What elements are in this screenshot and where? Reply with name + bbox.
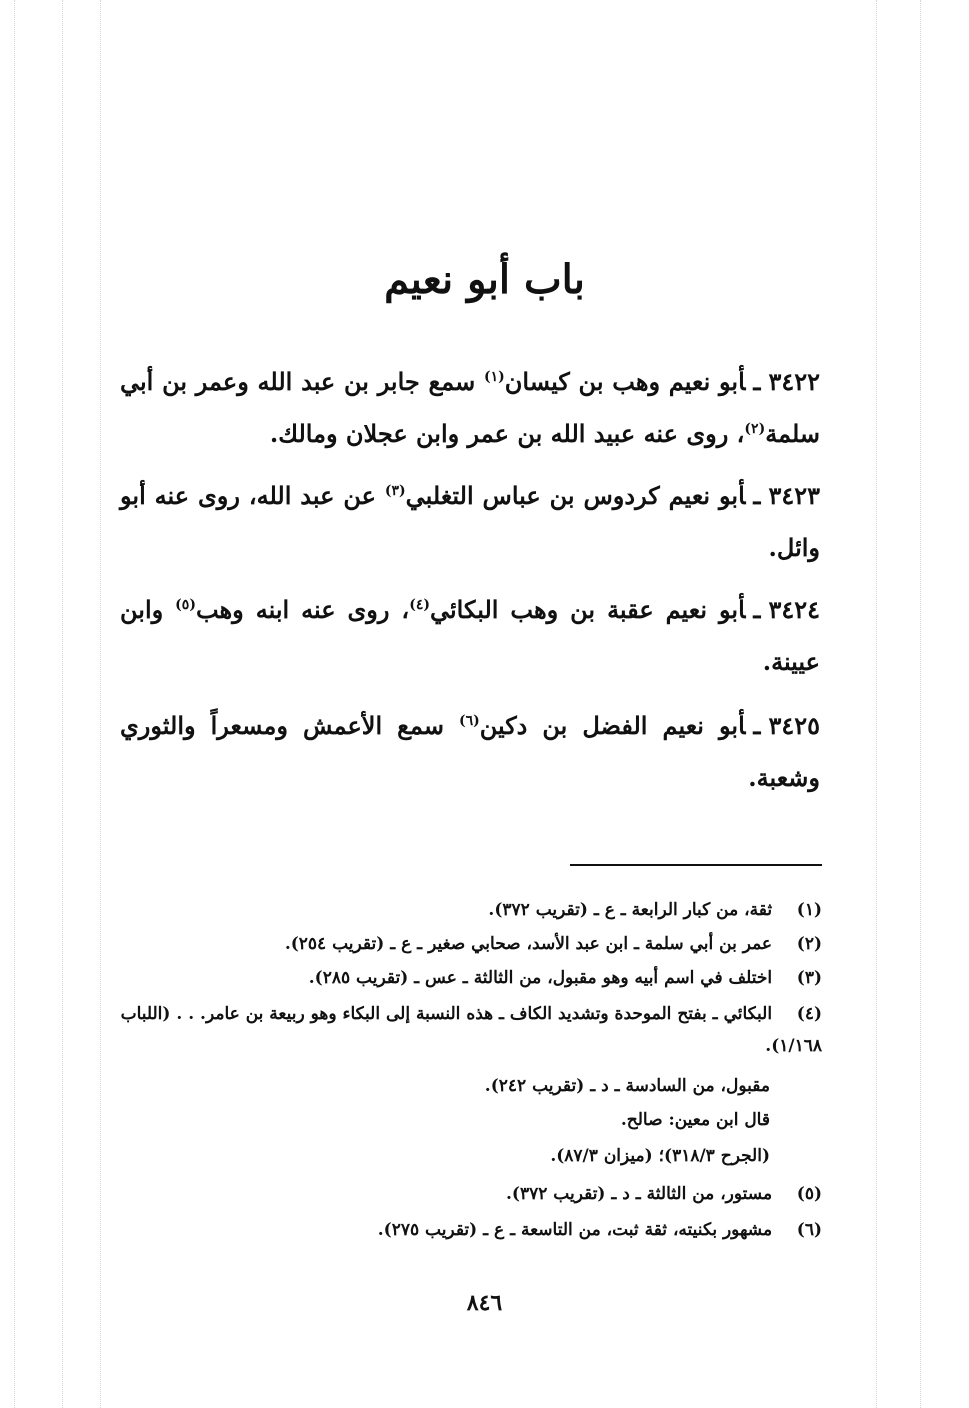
- footnote-ref[interactable]: (٤): [409, 597, 430, 613]
- footnote-3: [120, 962, 822, 994]
- footnote-text: ثقة، من كبار الرابعة ـ ع ـ (تقريب ٣٧٢).: [488, 900, 773, 920]
- entry-3423: [120, 470, 820, 574]
- entry-number: ٣٤٢٥: [768, 711, 820, 740]
- footnote-ref[interactable]: (١): [484, 369, 505, 385]
- footnote-text: عمر بن أبي سلمة ـ ابن عبد الأسد، صحابي صغير ـ ع ـ (تقريب ٢٥٤).: [284, 934, 773, 954]
- footnote-ref[interactable]: (٦): [458, 713, 480, 729]
- scan-artifact-line: [920, 0, 921, 1408]
- entry-text: أبو نعيم وهب بن كيسان: [504, 367, 746, 396]
- footnote-ref[interactable]: (٣): [384, 483, 406, 499]
- footnote-5: [120, 1178, 822, 1210]
- footnote-number: (٤): [796, 1004, 822, 1024]
- entry-dash: ـ: [753, 595, 761, 624]
- scan-artifact-line: [62, 0, 63, 1408]
- entry-dash: ـ: [753, 367, 761, 396]
- page-number: ٨٤٦: [466, 1290, 503, 1316]
- entry-text: أبو نعيم كردوس بن عباس التغلبي: [405, 481, 746, 510]
- scan-artifact-line: [100, 0, 101, 1408]
- footnote-2: [120, 928, 822, 960]
- entry-text: عن عبد الله، روى عنه أبو وائل.: [120, 481, 820, 562]
- entry-dash: ـ: [753, 481, 761, 510]
- footnote-number: (٣): [796, 968, 822, 988]
- entry-text: سمع الأعمش ومسعراً والثوري وشعبة.: [120, 711, 820, 792]
- entry-text: وابن عيينة.: [120, 595, 820, 676]
- entry-number: ٣٤٢٢: [768, 367, 821, 396]
- footnote-subline: (الجرح ٣١٨/٣)؛ (ميزان ٨٧/٣).: [550, 1146, 770, 1166]
- footnote-6: [120, 1214, 822, 1246]
- entry-number: ٣٤٢٤: [768, 595, 820, 624]
- footnote-subline: قال ابن معين: صالح.: [620, 1110, 770, 1130]
- footnote-number: (٥): [796, 1184, 822, 1204]
- footnote-ref[interactable]: (٥): [175, 597, 196, 613]
- footnote-4: [120, 998, 822, 1062]
- footnote-text: اختلف في اسم أبيه وهو مقبول، من الثالثة ـ عس ـ (تقريب ٢٨٥).: [308, 968, 773, 988]
- entry-text: ، روى عنه ابنه وهب: [195, 595, 410, 624]
- footnote-text: البكائي ـ بفتح الموحدة وتشديد الكاف ـ هذه النسبة إلى البكاء وهو ربيعة بن عامر. . . (اللباب ١/١٦٨).: [120, 1004, 822, 1056]
- footnote-text: مشهور بكنيته، ثقة ثبت، من التاسعة ـ ع ـ (تقريب ٢٧٥).: [377, 1220, 773, 1240]
- entry-3422: [120, 356, 820, 460]
- entry-3425: [120, 700, 820, 804]
- footnote-ref[interactable]: (٢): [744, 421, 766, 437]
- scan-artifact-line: [876, 0, 877, 1408]
- entry-text: أبو نعيم عقبة بن وهب البكائي: [429, 595, 746, 624]
- entry-3424: [120, 584, 820, 688]
- footnote-number: (٦): [796, 1220, 822, 1240]
- entry-text: ، روى عنه عبيد الله بن عمر وابن عجلان ومالك.: [269, 419, 745, 448]
- entry-number: ٣٤٢٣: [768, 481, 821, 510]
- entry-text: أبو نعيم الفضل بن دكين: [479, 711, 746, 740]
- footnote-1: [120, 894, 822, 926]
- chapter-title: باب أبو نعيم: [384, 256, 585, 303]
- entry-text: سمع جابر بن عبد الله وعمر بن أبي سلمة: [120, 367, 820, 448]
- footnote-subline: مقبول، من السادسة ـ د ـ (تقريب ٢٤٢).: [484, 1076, 770, 1096]
- entry-dash: ـ: [753, 711, 761, 740]
- footnote-number: (٢): [796, 934, 822, 954]
- footnote-separator: [570, 864, 822, 866]
- scan-artifact-line: [14, 0, 15, 1408]
- footnote-text: مستور، من الثالثة ـ د ـ (تقريب ٣٧٢).: [506, 1184, 773, 1204]
- footnote-number: (١): [796, 900, 822, 920]
